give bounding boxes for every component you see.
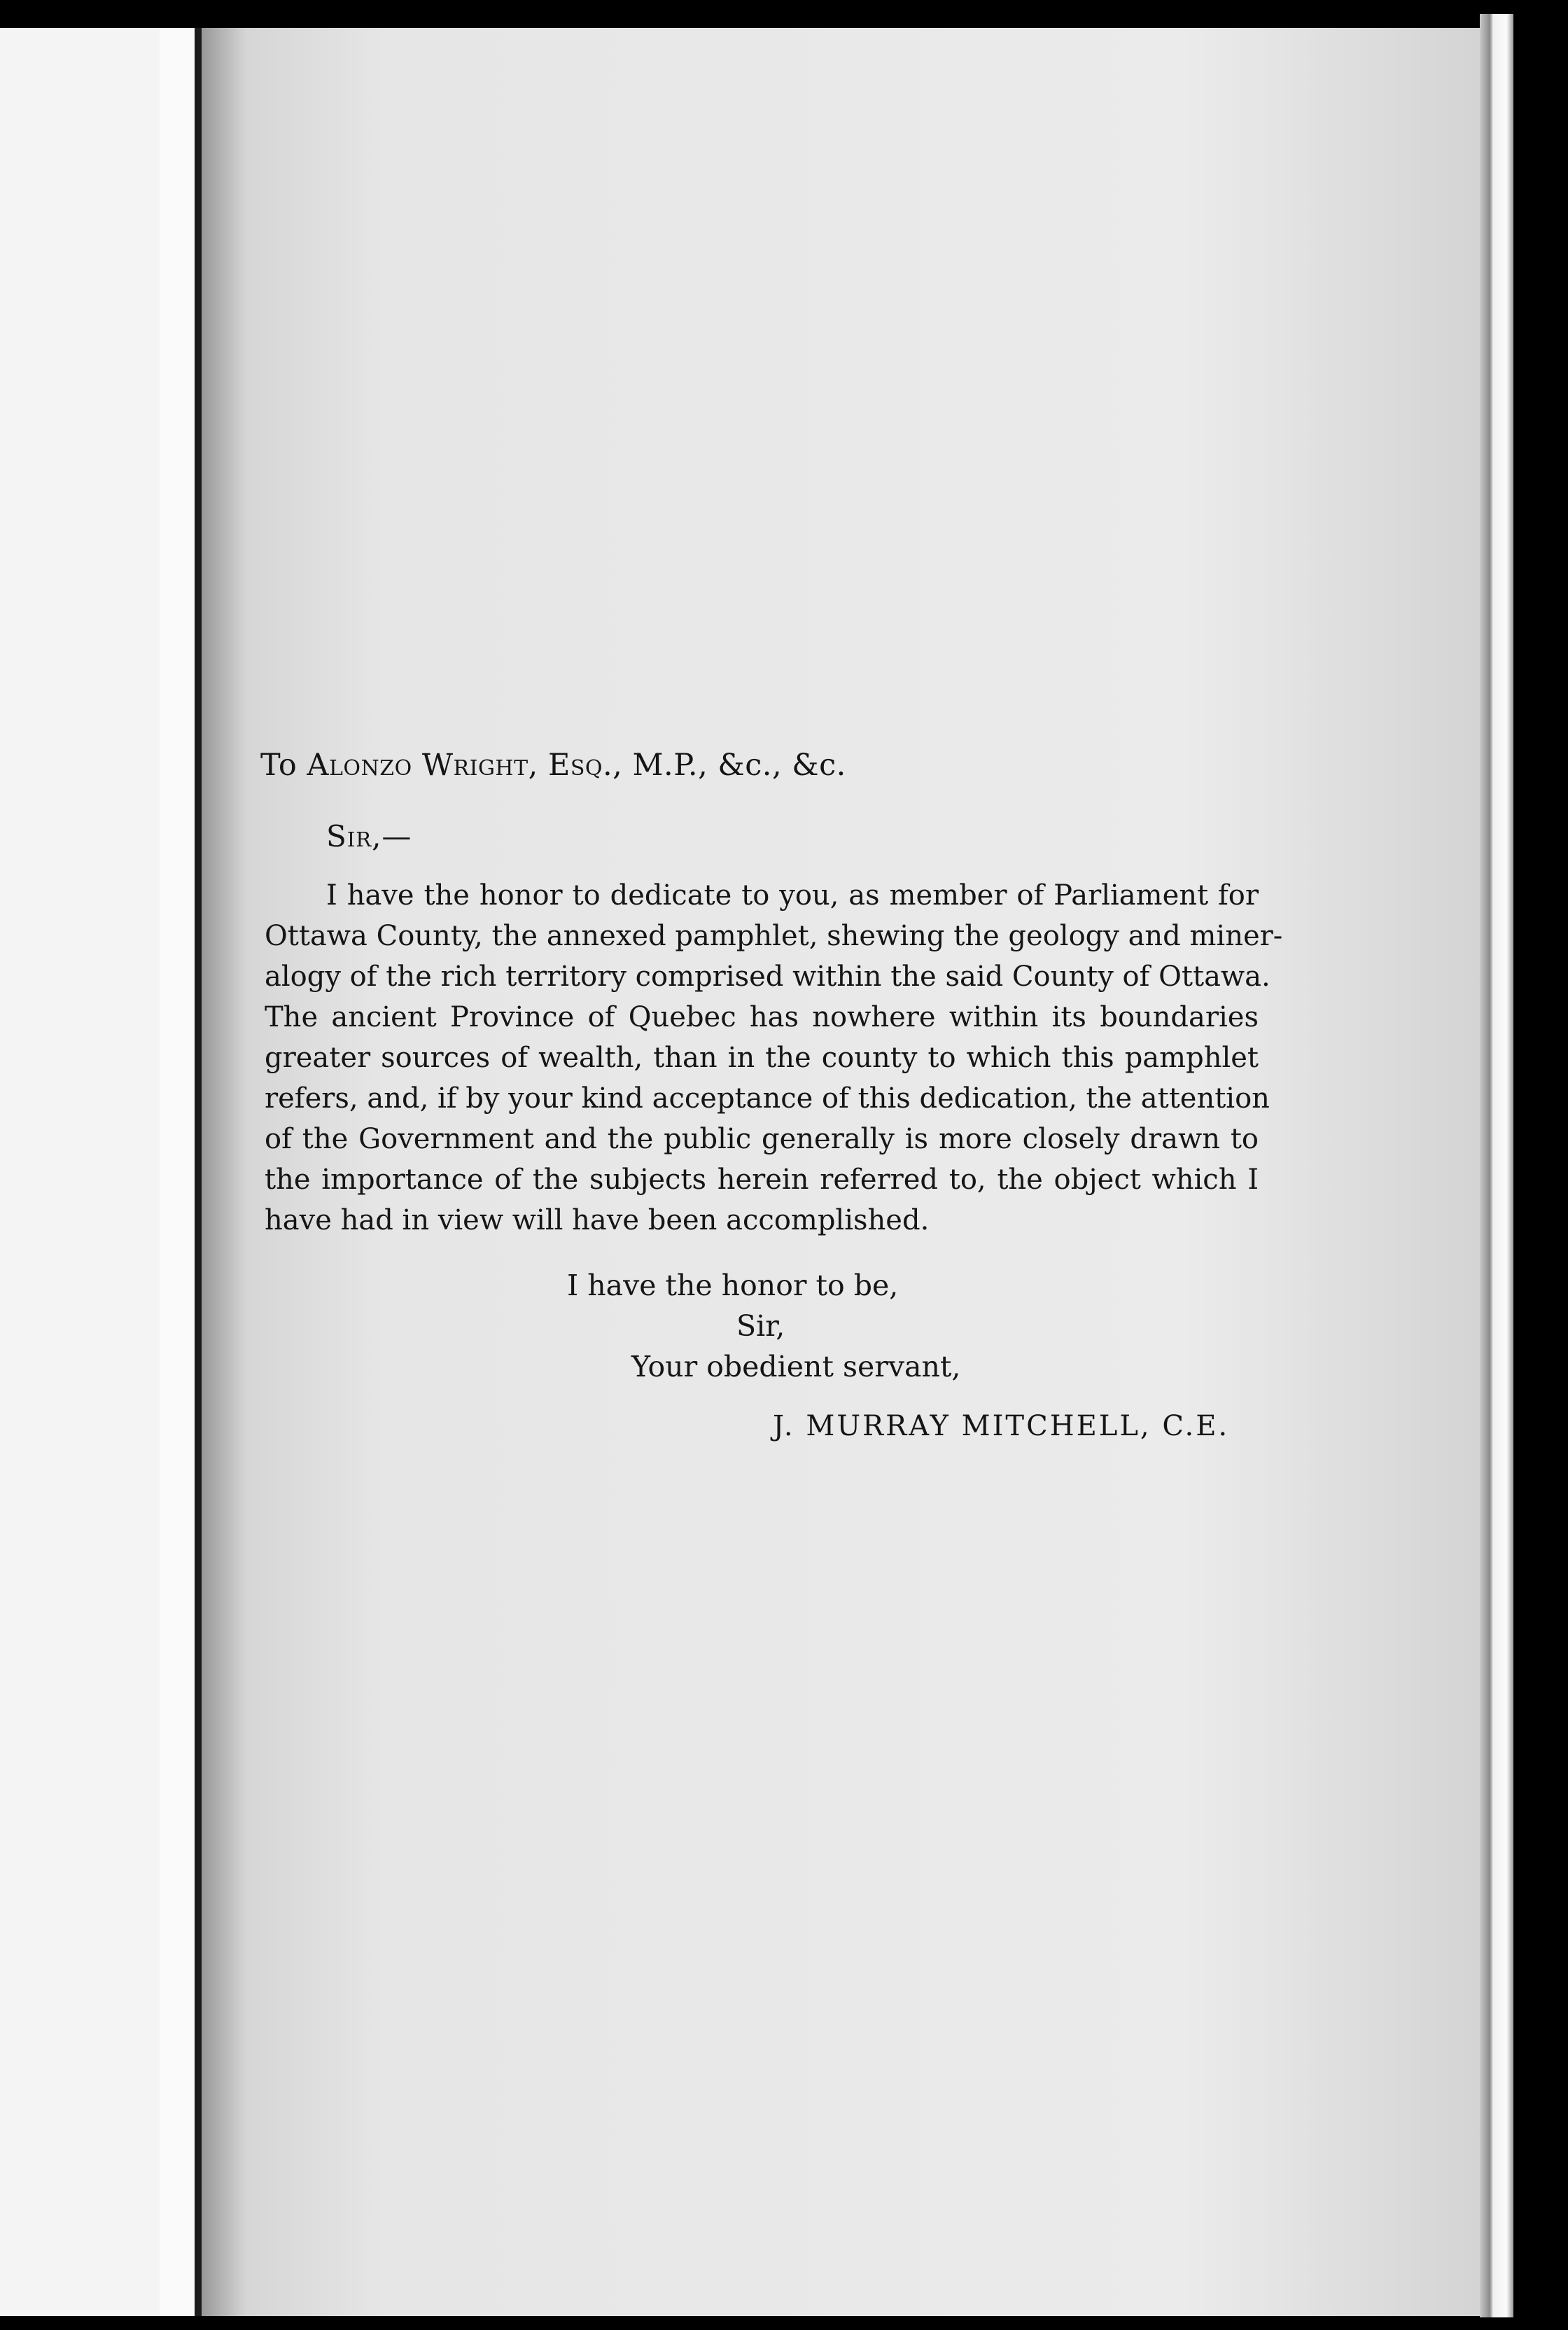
body-line: refers, and, if by your kind acceptance of this dedication, the attention <box>265 1082 1270 1115</box>
addressee-esq: Esq. <box>547 748 613 783</box>
signature: J. MURRAY MITCHELL, C.E. <box>773 1410 1230 1442</box>
salutation: Sir,— <box>326 819 412 853</box>
closing-sir: Sir, <box>736 1309 785 1343</box>
closing-servant: Your obedient servant, <box>631 1350 961 1383</box>
right-page-edges <box>1480 14 1513 2317</box>
dedication-body <box>265 875 1283 1241</box>
addressee-name: Alonzo Wright <box>307 748 528 783</box>
body-line: alogy of the rich territory comprised within the said County of Ottawa. <box>265 961 1270 993</box>
body-line: greater sources of wealth, than in the county to which this pamphlet <box>265 1042 1259 1074</box>
scan-border <box>1513 0 1568 2330</box>
addressee-line <box>260 748 846 783</box>
body-line: The ancient Province of Quebec has nowhere within its boundaries <box>265 1001 1259 1033</box>
body-line: Ottawa County, the annexed pamphlet, shewing the geology and miner- <box>265 920 1283 952</box>
body-line: of the Government and the public generally is more closely drawn to <box>265 1123 1259 1155</box>
addressee-prefix: To <box>260 748 298 783</box>
closing-line: I have the honor to be, <box>567 1269 899 1302</box>
addressee-rest: , M.P., &c., &c. <box>612 748 846 783</box>
left-page-strip <box>0 28 160 2316</box>
body-line: the importance of the subjects herein referred to, the object which I <box>265 1164 1259 1196</box>
body-line: I have the honor to dedicate to you, as member of Parliament for <box>326 879 1259 912</box>
body-line: have had in view will have been accomplished. <box>265 1204 930 1236</box>
addressee-comma: , <box>528 748 548 783</box>
binding-edge <box>160 28 204 2316</box>
